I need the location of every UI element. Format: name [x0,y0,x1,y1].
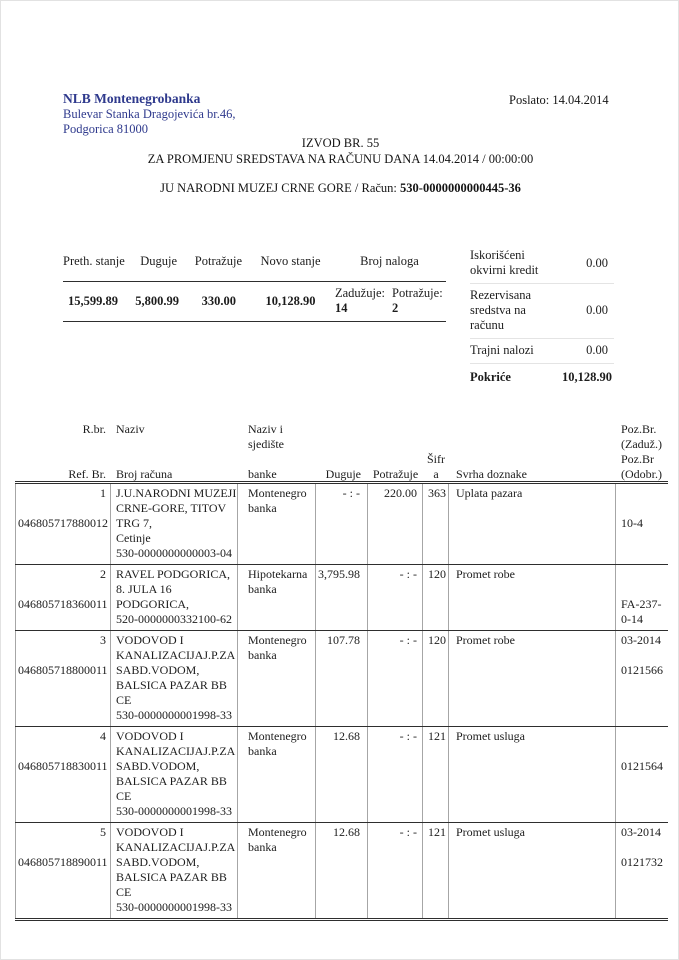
orders-debit [333,286,390,316]
cell-ref: 3 046805718800011 [15,631,111,726]
cell-svrha: Uplata pazara [449,484,616,564]
cell-poz: FA-237-0-14 [621,597,662,626]
cell-name: VODOVOD I KANALIZACIJAJ.P.ZA SABD.VODOM, BALSICA PAZAR BB CE 530-0000000001998-33 [111,823,238,918]
item-value: 0.00 [586,303,608,317]
cell-svrha: Promet robe [449,631,616,726]
bank-header [63,91,236,138]
cell-sifra: 363 [423,484,449,564]
account-number: 530-0000000000445-36 [400,181,521,195]
col-header-potrazuje: Potražuje [372,467,419,481]
transactions-table [15,416,668,921]
orders-credit-label: Potražuje: [392,286,443,300]
table-row [15,631,668,727]
account-line [1,181,679,196]
table-row [15,484,668,565]
cell-duguje: 12.68 [316,823,368,918]
cell-bank: Montenegro banka [238,823,316,918]
sent-date: Poslato: 14.04.2014 [509,93,609,107]
pokrice-total [470,364,614,387]
cell-name: RAVEL PODGORICA, 8. JULA 16 PODGORICA, 520-0000000332100-62 [111,565,238,630]
cell-potrazuje: 220.00 [368,484,423,564]
col-header-poz: Poz.Br. (Zaduž.) Poz.Br (Odobr.) [621,422,662,481]
list-item-okvirni-kredit [470,244,614,284]
summary-col-debit: Duguje [140,253,177,268]
cell-svrha: Promet robe [449,565,616,630]
cell-sifra: 121 [423,823,449,918]
item-value: 0.00 [586,255,608,270]
col-header-svrha: Svrha doznake [456,467,527,481]
bank-address-line1: Bulevar Stanka Dragojevića br.46, [63,106,236,121]
col-header-naziv: Naziv Broj računa [116,422,173,481]
cell-bank: Montenegro banka [238,727,316,822]
bank-address-line2: Podgorica 81000 [63,122,149,136]
list-item-trajni-nalozi [470,339,614,364]
cell-svrha: Promet usluga [449,823,616,918]
col-header-banka: Naziv i sjedište banke [248,422,284,481]
cell-poz: 03-2014 0121732 [621,825,663,869]
summary-col-credit: Potražuje [194,253,242,268]
cell-ref: 1 046805717880012 [15,484,111,564]
cell-duguje: 107.78 [316,631,368,726]
cell-sifra: 120 [423,565,449,630]
pokrice-value: 10,128.90 [562,370,612,384]
account-holder: JU NARODNI MUZEJ CRNE GORE / Račun: [160,181,397,195]
pokrice-label: Pokriće [470,370,511,384]
cell-ref: 2 046805718360011 [15,565,111,630]
balance-summary [63,244,446,322]
col-header-duguje: Duguje [325,467,361,481]
cell-name: VODOVOD I KANALIZACIJAJ.P.ZA SABD.VODOM, BALSICA PAZAR BB CE 530-0000000001998-33 [111,727,238,822]
item-value: 0.00 [586,343,608,357]
orders-debit-label: Zadužuje: [335,286,385,300]
bank-name: NLB Montenegrobanka [63,91,201,106]
cell-potrazuje: - : - [368,823,423,918]
new-balance-value: 10,128.90 [265,293,316,308]
cell-poz: 03-2014 0121566 [621,633,663,677]
cell-bank: Montenegro banka [238,484,316,564]
item-label: Rezervisana sredstva na računu [470,288,532,332]
debit-total-value: 5,800.99 [135,293,179,308]
cell-name: VODOVOD I KANALIZACIJAJ.P.ZA SABD.VODOM, BALSICA PAZAR BB CE 530-0000000001998-33 [111,631,238,726]
item-label: Trajni nalozi [470,343,534,357]
cell-duguje: 12.68 [316,727,368,822]
orders-credit [390,286,446,316]
credit-total-value: 330.00 [201,293,236,308]
cell-sifra: 120 [423,631,449,726]
col-header-ref: R.br. Ref. Br. [68,422,106,481]
cell-sifra: 121 [423,727,449,822]
credit-info-panel [470,244,614,387]
cell-duguje: 3,795.98 [316,565,368,630]
cell-poz: 10-4 [621,516,643,530]
prev-balance-value: 15,599.89 [68,293,118,308]
cell-name: J.U.NARODNI MUZEJI CRNE-GORE, TITOV TRG 7, Cetinje 530-0000000000003-04 [111,484,238,564]
table-row [15,565,668,631]
summary-values-row [63,282,446,322]
cell-potrazuje: - : - [368,631,423,726]
cell-bank: Montenegro banka [238,631,316,726]
list-item-rezervisana-sredstva [470,284,614,339]
cell-potrazuje: - : - [368,727,423,822]
summary-col-new: Novo stanje [260,253,321,268]
orders-debit-value: 14 [335,301,348,315]
cell-poz: 0121564 [621,759,663,773]
summary-col-prev: Preth. stanje [63,253,125,268]
statement-number: IZVOD BR. 55 [301,136,380,150]
table-row [15,727,668,823]
cell-duguje: - : - [316,484,368,564]
cell-ref: 5 046805718890011 [15,823,111,918]
summary-col-orders: Broj naloga [360,253,419,268]
cell-potrazuje: - : - [368,565,423,630]
orders-credit-value: 2 [392,301,399,315]
cell-svrha: Promet usluga [449,727,616,822]
col-header-sifra: Šifra [427,452,445,481]
cell-bank: Hipotekarna banka [238,565,316,630]
item-label: Iskorišćeni okvirni kredit [470,248,539,277]
summary-header-row [63,244,446,282]
table-row [15,823,668,921]
statement-subtitle: ZA PROMJENU SREDSTAVA NA RAČUNU DANA 14.04.2014 / 00:00:00 [147,151,534,166]
table-header-row [15,416,668,484]
cell-ref: 4 046805718830011 [15,727,111,822]
document-title [1,136,679,167]
